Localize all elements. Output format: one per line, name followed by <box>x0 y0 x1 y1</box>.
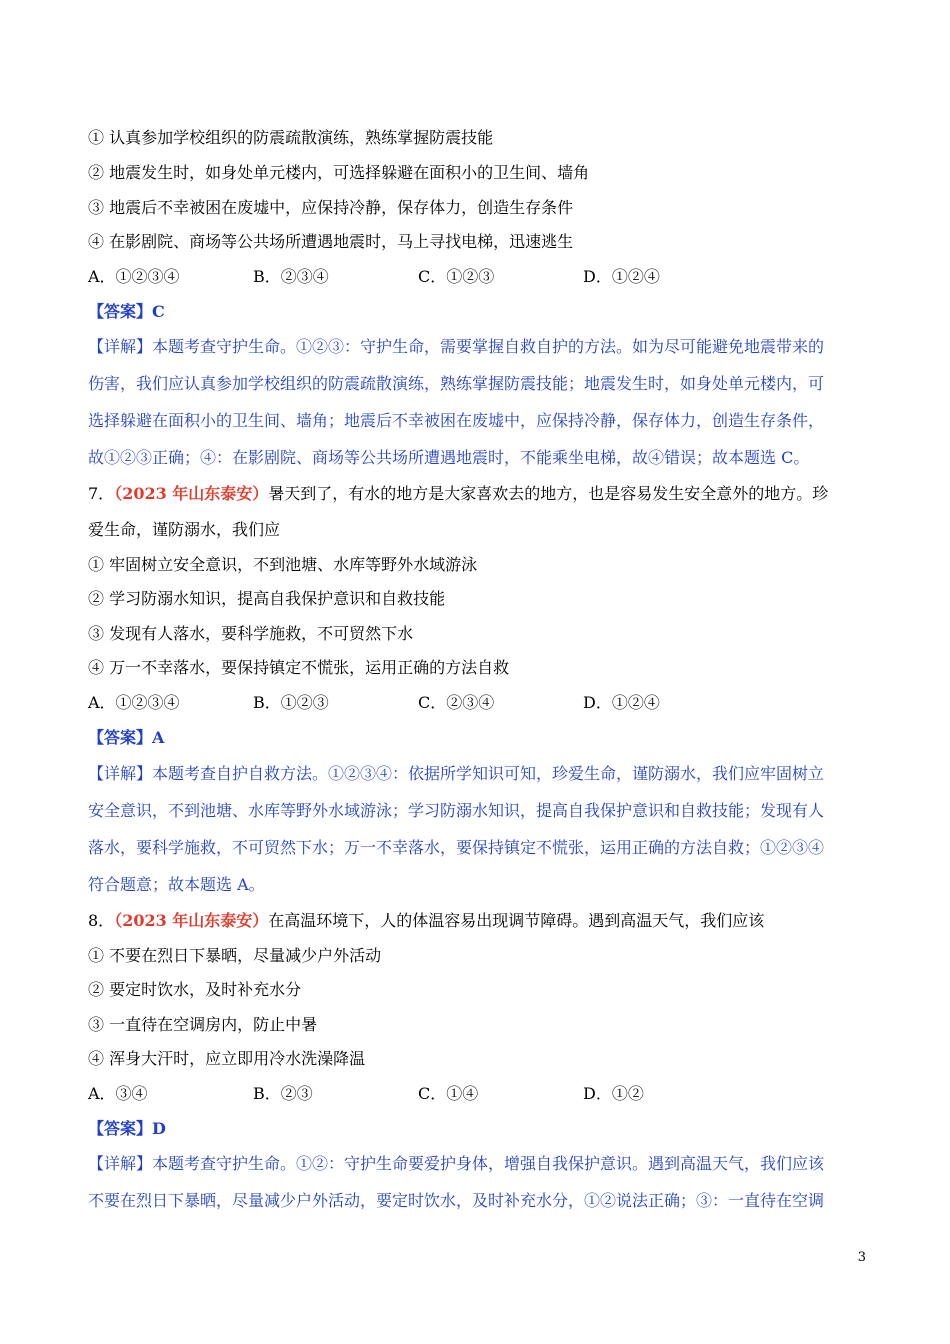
q8-item-3: ③ 一直待在空调房内，防止中暑 <box>88 1015 318 1034</box>
q7-stem-line-2: 爱生命，谨防溺水，我们应 <box>88 520 281 539</box>
q7-item-1: ① 牢固树立安全意识，不到池塘、水库等野外水域游泳 <box>88 555 478 574</box>
q6-explain-2: 伤害，我们应认真参加学校组织的防震疏散演练，熟练掌握防震技能；地震发生时，如身处单元楼内，可 <box>88 374 825 393</box>
q7-answer: 【答案】A <box>88 728 165 747</box>
q6-option-d: D．①②④ <box>583 267 660 286</box>
q8-number: 8． <box>88 911 115 930</box>
q6-explain-4: 故①②③正确；④：在影剧院、商场等公共场所遭遇地震时，不能乘坐电梯，故④错误；故本题选 C。 <box>88 448 810 467</box>
q8-option-b: B．②③ <box>253 1084 313 1103</box>
q7-option-b: B．①②③ <box>253 693 329 712</box>
q7-explain-4: 符合题意；故本题选 A。 <box>88 875 265 894</box>
q8-explain-2: 不要在烈日下暴晒，尽量减少户外活动，要定时饮水，及时补充水分，①②说法正确；③：一直待在空调 <box>88 1191 825 1210</box>
q6-explain-1: 【详解】本题考查守护生命。①②③：守护生命，需要掌握自救自护的方法。如为尽可能避免地震带来的 <box>88 337 825 356</box>
q8-explain-1: 【详解】本题考查守护生命。①②：守护生命要爱护身体，增强自我保护意识。遇到高温天气，我们应该 <box>88 1154 825 1173</box>
q6-answer: 【答案】C <box>88 302 165 321</box>
q7-explain-3: 落水，要科学施救，不可贸然下水；万一不幸落水，要保持镇定不慌张，运用正确的方法自救；①②③④ <box>88 838 825 857</box>
q8-stem-text: 在高温环境下，人的体温容易出现调节障碍。遇到高温天气，我们应该 <box>268 911 765 930</box>
q7-explain-2: 安全意识，不到池塘、水库等野外水域游泳；学习防溺水知识，提高自我保护意识和自救技能；发现有人 <box>88 801 825 820</box>
q8-item-4: ④ 浑身大汗时，应立即用冷水洗澡降温 <box>88 1049 366 1068</box>
q7-number: 7． <box>88 484 115 503</box>
q7-item-3: ③ 发现有人落水，要科学施救，不可贸然下水 <box>88 624 414 643</box>
q6-item-1: ① 认真参加学校组织的防震疏散演练，熟练掌握防震技能 <box>88 128 494 147</box>
q6-item-4: ④ 在影剧院、商场等公共场所遭遇地震时，马上寻找电梯，迅速逃生 <box>88 232 574 251</box>
q6-item-3: ③ 地震后不幸被困在废墟中，应保持冷静，保存体力，创造生存条件 <box>88 198 574 217</box>
page-number: 3 <box>857 1250 866 1265</box>
q8-item-1: ① 不要在烈日下暴晒，尽量减少户外活动 <box>88 946 382 965</box>
q8-answer: 【答案】D <box>88 1119 166 1138</box>
q7-option-c: C．②③④ <box>418 693 495 712</box>
q7-stem-text: 暑天到了，有水的地方是大家喜欢去的地方，也是容易发生安全意外的地方。珍 <box>268 484 829 503</box>
q8-option-a: A．③④ <box>88 1084 148 1103</box>
q6-option-b: B．②③④ <box>253 267 329 286</box>
q6-option-a: A．①②③④ <box>88 267 180 286</box>
q7-item-2: ② 学习防溺水知识，提高自我保护意识和自救技能 <box>88 589 446 608</box>
q8-option-c: C．①④ <box>418 1084 479 1103</box>
q7-explain-1: 【详解】本题考查自护自救方法。①②③④：依据所学知识可知，珍爱生命，谨防溺水，我们应牢固树立 <box>88 764 825 783</box>
q7-option-a: A．①②③④ <box>88 693 180 712</box>
q6-option-c: C．①②③ <box>418 267 495 286</box>
q7-item-4: ④ 万一不幸落水，要保持镇定不慌张，运用正确的方法自救 <box>88 658 510 677</box>
q7-option-d: D．①②④ <box>583 693 660 712</box>
q7-source: （2023 年山东泰安） <box>114 484 269 503</box>
q6-explain-3: 选择躲避在面积小的卫生间、墙角；地震后不幸被困在废墟中，应保持冷静，保存体力，创造生存条件， <box>88 411 825 430</box>
q8-item-2: ② 要定时饮水，及时补充水分 <box>88 980 302 999</box>
q7-stem-line-1 <box>88 484 868 504</box>
q6-item-2: ② 地震发生时，如身处单元楼内，可选择躲避在面积小的卫生间、墙角 <box>88 163 590 182</box>
q8-source: （2023 年山东泰安） <box>114 911 269 930</box>
q8-option-d: D．①② <box>583 1084 644 1103</box>
q8-stem-line-1 <box>88 911 868 931</box>
